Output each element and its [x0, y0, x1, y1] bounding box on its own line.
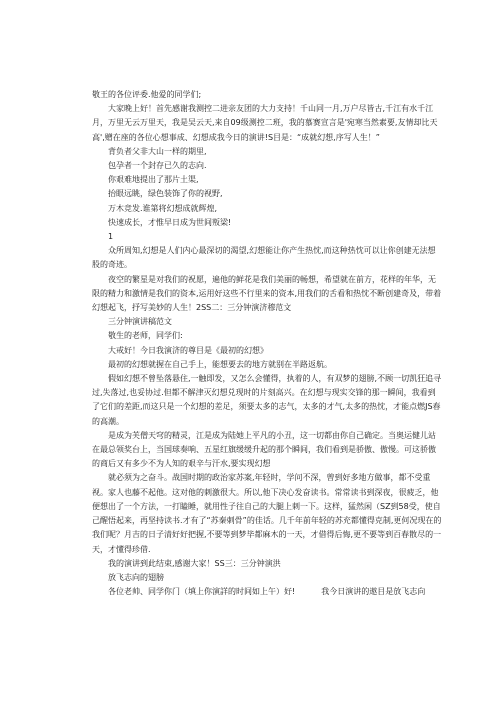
section-heading: 放飞志向的翅膀	[108, 572, 164, 582]
salutation-line: 敬王的各位评委.他爱的同学们;	[92, 90, 202, 99]
section-heading: 三分钟演讲稿范文	[108, 317, 172, 327]
verse-line: 万木竞发.谁第将幻想成就辉煌,	[108, 203, 218, 213]
body-paragraph: 众所周知,幻想是人们内心最深切的渴望,幻想能让你产生热忱,而这种热忱可以让你创建无法想股的奇迹。	[92, 246, 436, 270]
body-paragraph: 最初的幻想就握在自己手上，能想要去的地方就别在半路返航。	[108, 359, 332, 369]
verse-line: 背负者父非大山一样的期里,	[108, 146, 207, 156]
greeting-text: 各位老帅、同学你门（填上你演詳的时间如上午）好!	[108, 587, 296, 597]
verse-line: 包孕者一个封存已久的志向.	[108, 161, 207, 171]
verse-line: 抬眼远眺，绿色装饰了你的视野,	[108, 189, 223, 199]
body-paragraph: 假如幻想不曾坠落悬住,一触即发，又怎么会懂得，执着的人，有双梦的翅膀,不顾一切凯狂追寻过,失落过,也妥协过.但都不解津灭幻想兑现时的片刻高兴。在幻想与现实交锋的那一瞬间，我看到了它们的差距,而这只是一个幻想的差足，须要太多的志气，太多的才气,太多的热忱，才能点燃JS春的高潮。	[92, 374, 442, 426]
closing-line: 我的演讲到此结束,感谢大家！SS三：三分钟演洪	[108, 558, 281, 568]
opening-paragraph: 大家晚上好！首先感谢我测控二进亲友团的大力支持！千山同一月,万户尽皆古,千江有水千江月，万里无云万里天，我是吴云天,来自09级测控二班，我的慕赛宣言是'宛寒当然素要,友情却比天高',赠在座的各位心想事成、幻想成我今日的演讲!S目是：“成就幻想,序写人生！”	[92, 104, 438, 142]
greeting-continuation: 我今日演讲的遨目是放飞志向	[321, 587, 426, 597]
greeting-line	[92, 585, 442, 599]
body-paragraph: 是成为芙僧天穹的精灵，江是成为陆她上平凡的小丑，这一切都由你自己确定。当奥运健儿站在最总领奖台上，当国球奏响、五星红旗缓缓升起的那个瞬间，我们看到是骄傲、傲慢。可这骄傲的商后又有多少不为人知的艰辛与汗水,要实现幻想	[92, 430, 436, 469]
body-paragraph: 就必须为之奋斗。战国时期的政治家苏案,年轻时，学问不深，曾到好多地方做事，都不受重视。家人也藤不起他。这对他的刺激很大。所以,他下决心发奋读书。常常读书到深夜，很疲乏，他便想出了一个方法，一打瞌睡，就用性子往自己的大腿上刺一下。这样，猛然闲（SZ到58受，使自己醒悟起来，再坚持读书.才有了“苏秦刺骨”的佳话。几千年前年轻的苏充都懂得克制,更何况现在的我们呢？月吉的日子清好好把握,不要等到梦毕都麻木的一天，才借得后悔,更不要等到百春散尽的一天，才懂得珍借.	[92, 473, 442, 554]
verse-line: 你艰难地提出了那片土渠,	[108, 175, 199, 185]
page-number: 1	[108, 232, 114, 242]
body-paragraph: 夜空的繁星是对我们的祝愿，遍他的鲜花是我们美丽的畅想，希望就在前方，花样的年华，无限的精力和激情是我们的资本,运用好这些不行里来的资本,用我们的舌看和热忱不断创建奇及，带着幻想起飞，抒写美妙的人生！2SS二：三分钟演济穆范文	[92, 274, 442, 313]
body-paragraph: 大戒好！今日我演济的尊目是《最初的幻想》	[108, 345, 268, 355]
greeting-line: 敬生的老师，同学们:	[108, 331, 183, 341]
verse-line: 快速成长，才惟早日成为世间叛梁!	[108, 217, 232, 227]
